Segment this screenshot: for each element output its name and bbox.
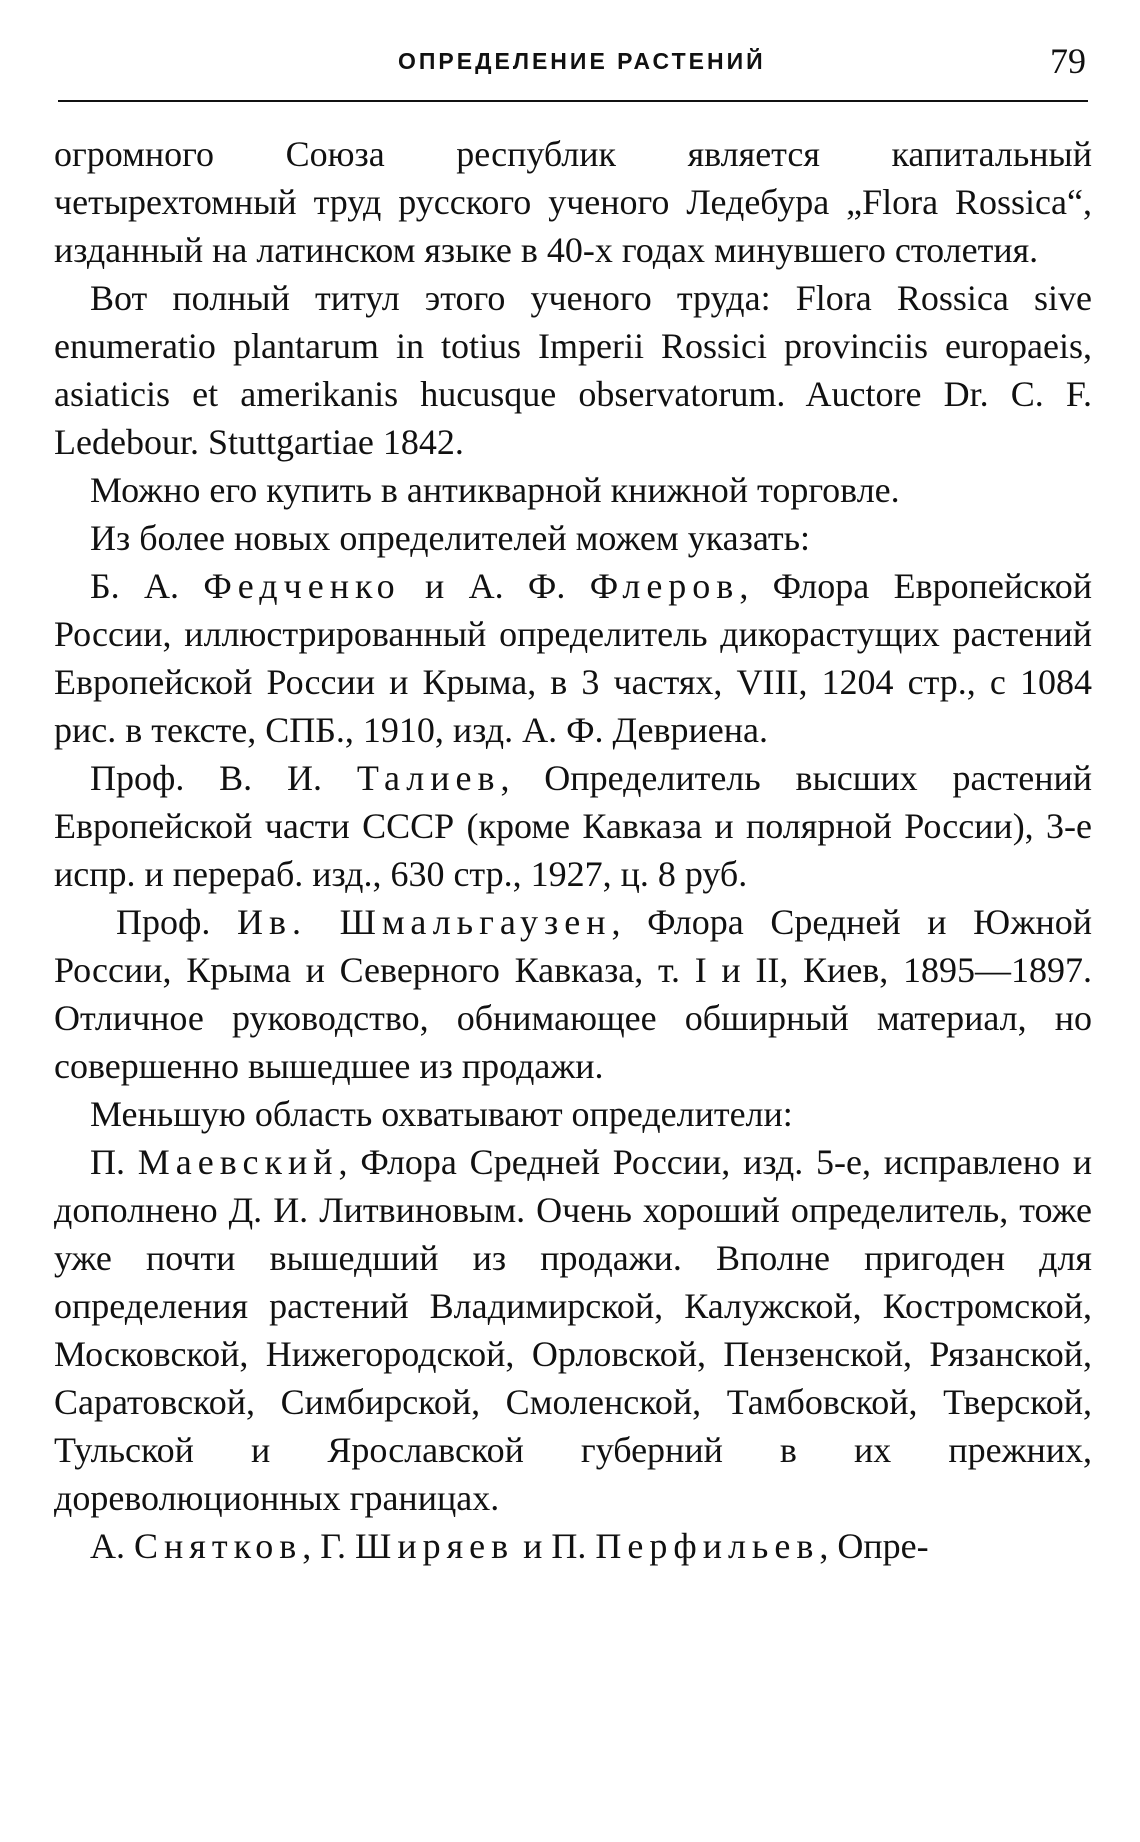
entry-prefix: А. xyxy=(90,1526,134,1566)
paragraph-text: огромного Союза республик является капитальный четырехтомный труд русского ученого Ледебура „Flora Rossica“, изданный на латинском языке в 40-х годах минувшего столетия. xyxy=(54,134,1092,270)
author-name: Федченко xyxy=(203,566,401,606)
entry-text: , Определитель высших растений Европейской части СССР (кроме Кавказа и полярной России), 3-е испр. и перераб. изд., 630 стр., 1927, ц. 8 руб. xyxy=(54,758,1092,894)
paragraph-text: Вот полный титул этого ученого труда: Flora Rossica sive enumeratio plantarum in totius Imperii Rossici provinciis europaeis, asiaticis et amerikanis hucusque observatorum. Auctore Dr. C. F. Ledebour. Stuttgartiae 1842. xyxy=(54,278,1092,462)
paragraph-text: Можно его купить в антикварной книжной торговле. xyxy=(90,470,900,510)
paragraph-antiquarian xyxy=(54,466,1092,514)
entry-taliev xyxy=(54,754,1092,898)
author-name: Флеров xyxy=(589,566,740,606)
running-title: ОПРЕДЕЛЕНИЕ РАСТЕНИЙ xyxy=(398,48,766,74)
entry-text: , Опре- xyxy=(819,1526,929,1566)
entry-prefix: Проф. xyxy=(116,902,237,942)
author-name: Маевский xyxy=(137,1142,339,1182)
entry-prefix: П. xyxy=(90,1142,138,1182)
page-number: 79 xyxy=(1050,41,1086,81)
paragraph-newer-keys xyxy=(54,514,1092,562)
running-header xyxy=(58,36,1088,102)
entry-maevsky xyxy=(54,1138,1092,1522)
entry-text: , Флора Средней и Южной России, Крыма и Северного Кавказа, т. I и II, Киев, 1895—1897. Отличное руководство, обнимающее обширный материал, но совершенно вышедшее из продажи. xyxy=(54,902,1093,1086)
author-name: Перфильев xyxy=(595,1526,820,1566)
entry-prefix: Проф. В. И. xyxy=(90,758,357,798)
entry-prefix: Б. А. xyxy=(90,566,204,606)
author-name: Ширяев xyxy=(355,1526,515,1566)
entry-fedchenko-flerov xyxy=(54,562,1092,754)
paragraph-text: Меньшую область охватывают определители: xyxy=(90,1094,793,1134)
paragraph-smaller-area xyxy=(54,1090,1092,1138)
paragraph-text: Из более новых определителей можем указать: xyxy=(90,518,811,558)
entry-connector: , Г. xyxy=(302,1526,355,1566)
paragraph-ledebour-intro xyxy=(54,130,1092,274)
paragraph-flora-rossica-title xyxy=(54,274,1092,466)
entry-shmalgauzen xyxy=(54,898,1092,1090)
body-text xyxy=(54,130,1092,1570)
author-name: Талиев xyxy=(356,758,501,798)
author-name: Ив. Шмальгаузен xyxy=(236,902,612,942)
author-name: Снятков xyxy=(134,1526,303,1566)
entry-snyatkov-shiryaev-perfiliev xyxy=(54,1522,1092,1570)
entry-connector: и А. Ф. xyxy=(400,566,590,606)
entry-text: , Флора Средней России, изд. 5-е, исправлено и дополнено Д. И. Литвиновым. Очень хороший определитель, тоже уже почти вышедший из продажи. Вполне пригоден для определения растений Владимирской, Калужской, Костромской, Московской, Нижегородской, Орловской, Пензенской, Рязанской, Саратовской, Симбирской, Смоленской, Тамбовской, Тверской, Тульской и Ярославской губерний в их прежних, дореволюционных границах. xyxy=(54,1142,1092,1518)
entry-text: , Флора Европейской России, иллюстрированный определитель дикорастущих растений Европейской России и Крыма, в 3 частях, VIII, 1204 стр., с 1084 рис. в тексте, СПБ., 1910, изд. А. Ф. Девриена. xyxy=(54,566,1092,750)
entry-connector: и П. xyxy=(514,1526,596,1566)
